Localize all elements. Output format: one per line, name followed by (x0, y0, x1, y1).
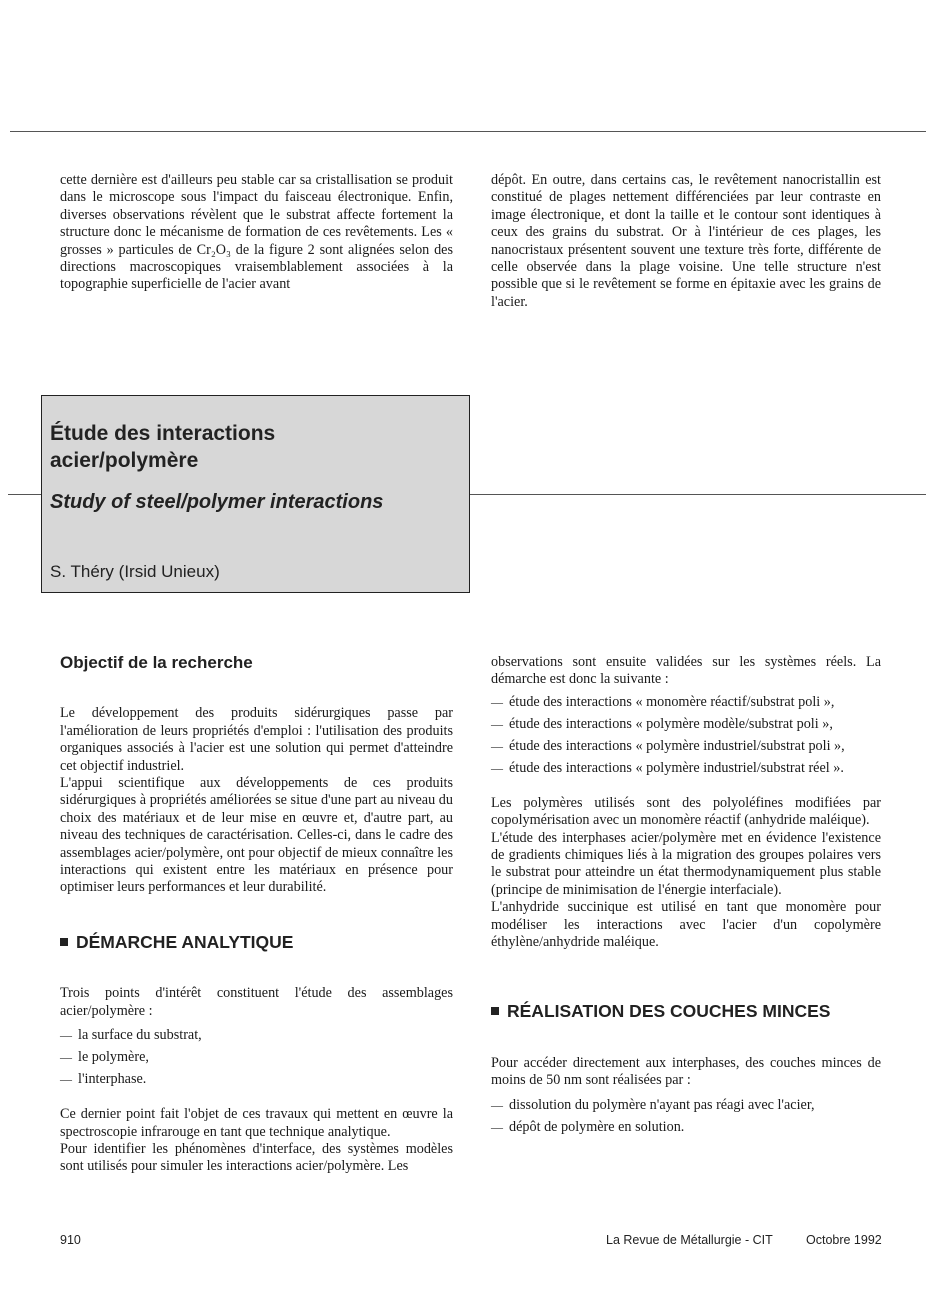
article-title-fr (50, 420, 275, 474)
journal-name: La Revue de Métallurgie - CIT (606, 1233, 773, 1247)
left-dash-list (60, 1024, 453, 1090)
list-item: — l'interphase. (60, 1068, 453, 1090)
list-item: — étude des interactions « polymère industriel/substrat poli », (491, 735, 881, 757)
article-title-en: Study of steel/polymer interactions (50, 491, 384, 513)
article-title-box (41, 395, 470, 593)
article-author: S. Théry (Irsid Unieux) (50, 562, 220, 581)
list-item: — dissolution du polymère n'ayant pas réagi avec l'acier, (491, 1094, 881, 1116)
left-paragraph-2: L'appui scientifique aux développements de ces produits sidérurgiques à propriétés améliorées se situe d'une part au niveau du choix des matériaux et de leur mise en œuvre et, d'autre part, au niveau des techniques de caractérisation. Celles-ci, dans le cadre des assemblages acier/polymère, ont pour objectif de mieux connaître les interactions qui existent entre les matériaux en présence pour optimiser leurs performances et leur durabilité. (60, 775, 453, 896)
square-bullet-icon (60, 938, 68, 946)
right-paragraph-2: Les polymères utilisés sont des polyoléfines modifiées par copolymérisation avec un monomère réactif (anhydride maléique). (491, 794, 881, 829)
title-fr-line2: acier/polymère (50, 449, 199, 472)
list-item: — dépôt de polymère en solution. (491, 1116, 881, 1138)
page-number: 910 (60, 1233, 81, 1247)
list-item: — la surface du substrat, (60, 1024, 453, 1046)
title-rule-right (470, 494, 926, 495)
right-column (491, 654, 881, 1138)
left-paragraph-1: Le développement des produits sidérurgiques passe par l'amélioration de leurs propriétés d'emploi : l'utilisation des produits organiques associés à l'acier est une solution qui permet d'atteindre cet objectif industriel. (60, 705, 453, 774)
left-paragraph-5: Pour identifier les phénomènes d'interface, des systèmes modèles sont utilisés pour simuler les interactions acier/polymère. Les (60, 1140, 453, 1175)
right-dash-list-1 (491, 691, 881, 779)
top-right-text: dépôt. En outre, dans certains cas, le revêtement nanocristallin est constitué de plages nettement différenciées par leur contraste en image électronique, et dont la taille et le contour sont identiques à ceux des grains du substrat. Or à l'intérieur de ces plages, les nanocristaux présentent souvent une texture très forte, différente de celle observée dans la plage voisine. Une telle structure n'est possible que si le revêtement se forme en épitaxie avec les grains de l'acier. (491, 172, 881, 310)
title-fr-line1: Étude des interactions (50, 422, 276, 445)
issue-date: Octobre 1992 (806, 1233, 882, 1247)
right-paragraph-5: Pour accéder directement aux interphases, des couches minces de moins de 50 nm sont réalisées par : (491, 1054, 881, 1089)
top-right-paragraph (491, 172, 881, 311)
right-paragraph-3: L'étude des interphases acier/polymère met en évidence l'existence de gradients chimiques liés à la migration des groupes polaires vers le substrat pour atteindre un état thermodynamiquement plus stable (principe de minimisation de l'énergie interfaciale). (491, 829, 881, 898)
right-paragraph-4: L'anhydride succinique est utilisé en tant que monomère pour modéliser les interactions avec l'acier d'un copolymère éthylène/anhydride maléique. (491, 899, 881, 951)
top-rule (10, 131, 926, 132)
list-item: — étude des interactions « polymère industriel/substrat réel ». (491, 757, 881, 779)
heading-realisation (491, 1003, 881, 1020)
heading-demarche (60, 931, 453, 952)
list-item: — étude des interactions « polymère modèle/substrat poli », (491, 713, 881, 735)
right-dash-list-2 (491, 1094, 881, 1138)
heading-realisation-text: RÉALISATION DES COUCHES MINCES (507, 1001, 831, 1022)
list-item: — le polymère, (60, 1046, 453, 1068)
heading-objectif: Objectif de la recherche (60, 653, 253, 672)
square-bullet-icon (491, 1007, 499, 1015)
top-left-text: cette dernière est d'ailleurs peu stable car sa cristallisation se produit dans le microscope sous l'impact du faisceau électronique. Enfin, diverses observations révèlent que le substrat affecte fortement la structure donc le mécanisme de formation de ces revêtements. Les « grosses » particules de Cr₂O₃ de la figure 2 sont alignées selon des directions macroscopiques vraisemblablement associées à la topographie superficielle de l'acier avant (60, 172, 453, 293)
top-left-paragraph (60, 172, 453, 294)
title-rule-left (8, 494, 41, 495)
left-paragraph-4: Ce dernier point fait l'objet de ces travaux qui mettent en œuvre la spectroscopie infrarouge en tant que technique analytique. (60, 1106, 453, 1140)
left-paragraph-3: Trois points d'intérêt constituent l'étude des assemblages acier/polymère : (60, 985, 453, 1019)
list-item: — étude des interactions « monomère réactif/substrat poli », (491, 691, 881, 713)
heading-demarche-text: DÉMARCHE ANALYTIQUE (76, 931, 294, 952)
right-paragraph-1: observations sont ensuite validées sur les systèmes réels. La démarche est donc la suivante : (491, 654, 881, 688)
left-column (60, 654, 453, 1176)
